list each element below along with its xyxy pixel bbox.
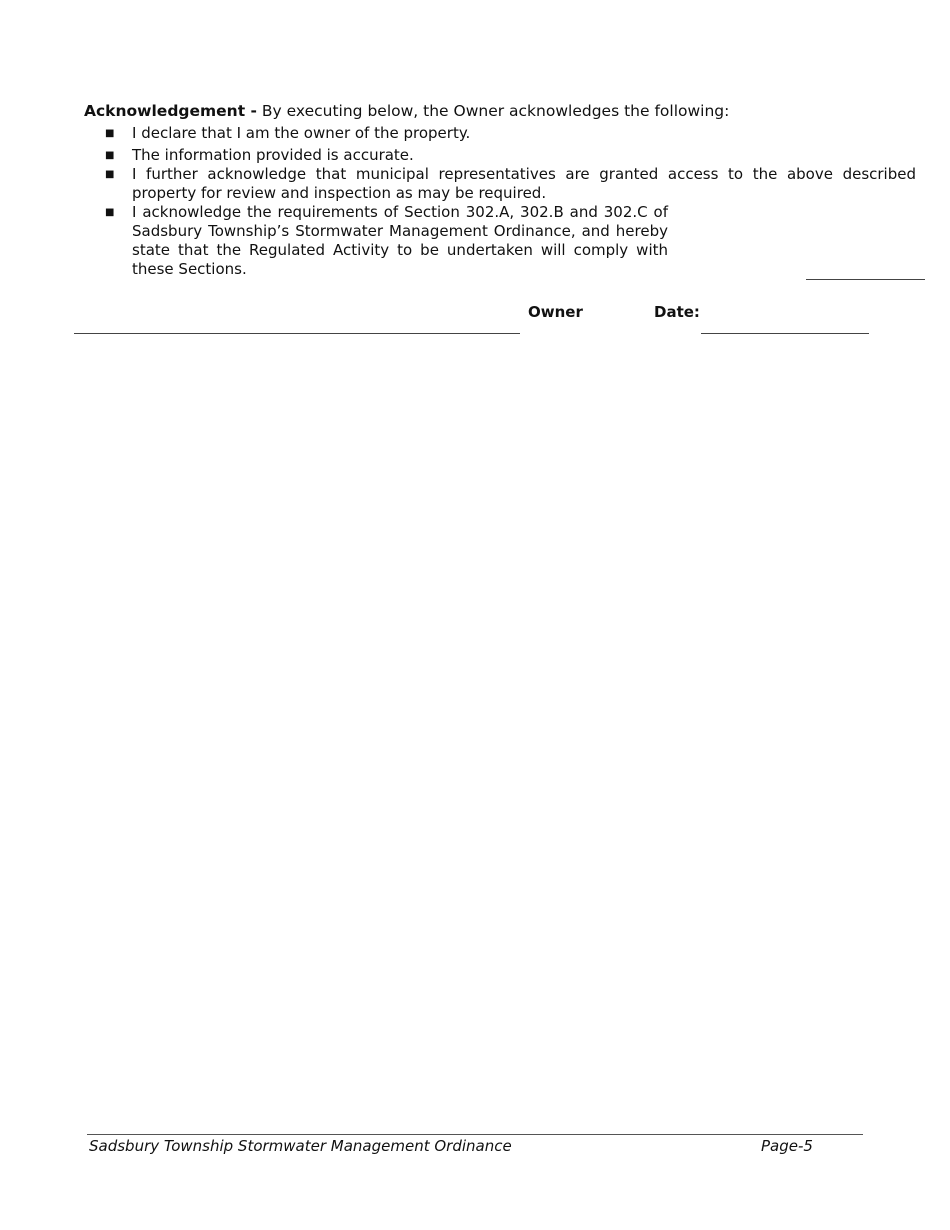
footer-document-title: Sadsbury Township Stormwater Management Ordinance [89, 1137, 512, 1155]
list-item-text: I declare that I am the owner of the property. [132, 124, 471, 142]
square-bullet-icon: ■ [105, 128, 115, 139]
owner-label: Owner [528, 303, 583, 321]
square-bullet-icon: ■ [105, 169, 115, 180]
owner-signature-line[interactable] [74, 333, 520, 334]
list-item [104, 124, 916, 143]
list-item-text: I further acknowledge that municipal representatives are granted access to the above described property for review and inspection as may be required. [132, 165, 916, 202]
date-signature-line[interactable] [701, 333, 869, 334]
list-item-text: The information provided is accurate. [132, 146, 414, 164]
right-margin-rule [806, 279, 925, 280]
list-item [104, 146, 916, 165]
footer-divider [87, 1134, 863, 1135]
square-bullet-icon: ■ [105, 207, 115, 218]
square-bullet-icon: ■ [105, 150, 115, 161]
date-label: Date: [654, 303, 700, 321]
acknowledgement-intro: By executing below, the Owner acknowledges the following: [256, 102, 730, 120]
acknowledgement-list [104, 124, 916, 279]
acknowledgement-lead: Acknowledgement - [84, 102, 257, 120]
list-item-text: I acknowledge the requirements of Section 302.A, 302.B and 302.C of Sadsbury Township’s Stormwater Management Ordinance, and hereby state that the Regulated Activity to be undertaken will comply with these Sections. [132, 203, 668, 278]
acknowledgement-heading [84, 102, 729, 120]
list-item [104, 203, 916, 279]
footer-page-number: Page-5 [761, 1137, 813, 1155]
list-item [104, 165, 916, 203]
